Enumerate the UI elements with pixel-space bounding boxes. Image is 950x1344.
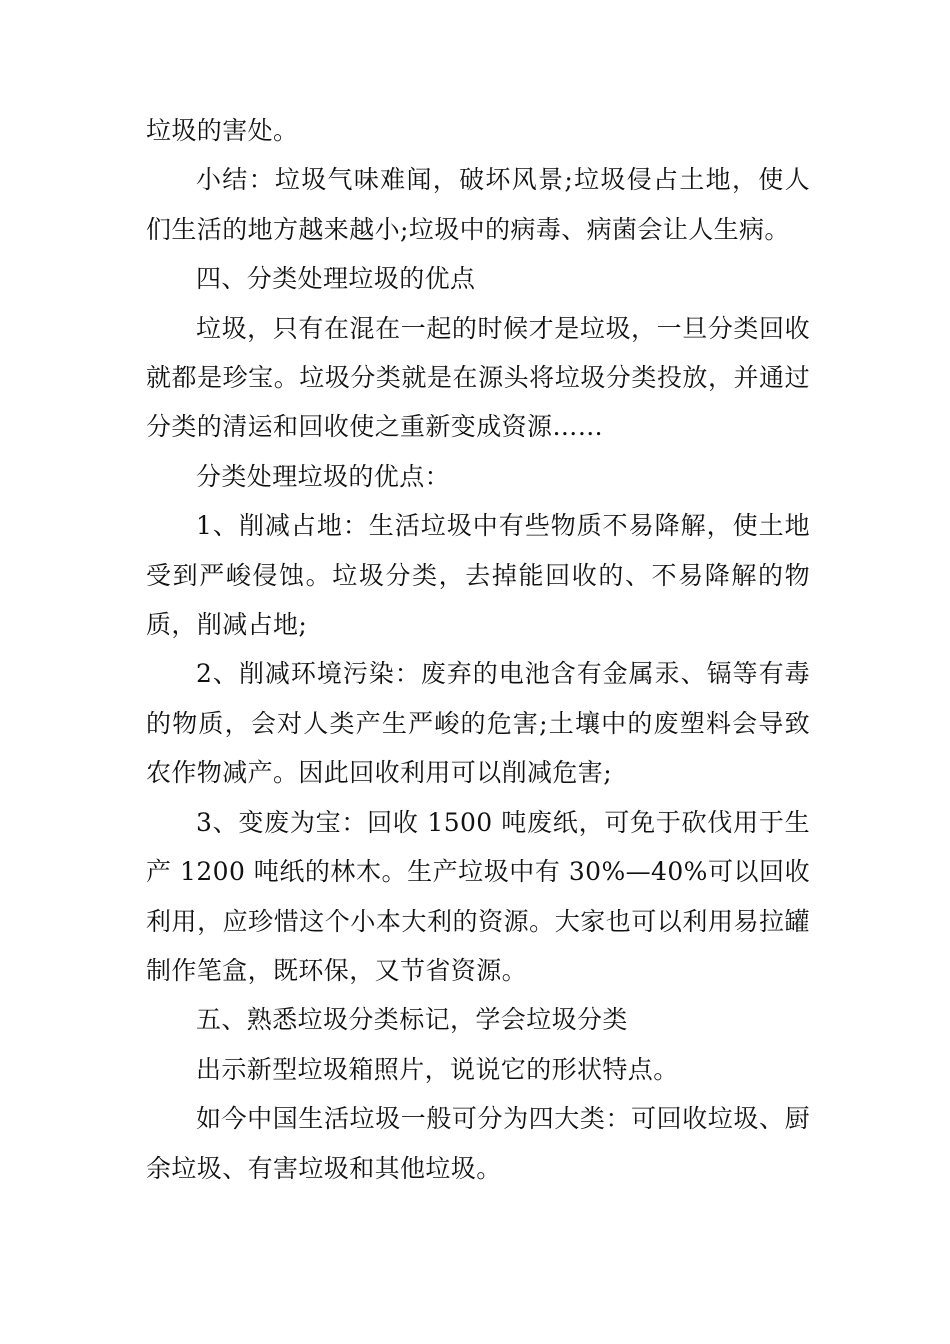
- paragraph: 垃圾，只有在混在一起的时候才是垃圾，一旦分类回收就都是珍宝。垃圾分类就是在源头将垃圾分类投放，并通过分类的清运和回收使之重新变成资源……: [146, 313, 810, 442]
- section-heading: 四、分类处理垃圾的优点: [196, 264, 476, 294]
- paragraph: 垃圾的害处。: [146, 116, 299, 145]
- section-heading: 五、熟悉垃圾分类标记，学会垃圾分类: [196, 1005, 628, 1035]
- paragraph: 出示新型垃圾箱照片，说说它的形状特点。: [196, 1054, 679, 1084]
- paragraph: 分类处理垃圾的优点：: [196, 461, 451, 491]
- list-item: 1、削减占地：生活垃圾中有些物质不易降解，使土地受到严峻侵蚀。垃圾分类，去掉能回收的、不易降解的物质，削减占地;: [146, 511, 810, 640]
- document-body: [146, 106, 810, 1193]
- list-item: 3、变废为宝：回收 1500 吨废纸，可免于砍伐用于生产 1200 吨纸的林木。生产垃圾中有 30%—40%可以回收利用，应珍惜这个小本大利的资源。大家也可以利用易拉罐制作笔盒，既环保，又节省资源。: [146, 807, 810, 985]
- paragraph: 小结：垃圾气味难闻，破坏风景;垃圾侵占土地，使人们生活的地方越来越小;垃圾中的病毒、病菌会让人生病。: [146, 165, 810, 244]
- list-item: 2、削减环境污染：废弃的电池含有金属汞、镉等有毒的物质，会对人类产生严峻的危害;土壤中的废塑料会导致农作物减产。因此回收利用可以削减危害;: [146, 659, 810, 788]
- paragraph: 如今中国生活垃圾一般可分为四大类：可回收垃圾、厨余垃圾、有害垃圾和其他垃圾。: [146, 1104, 810, 1183]
